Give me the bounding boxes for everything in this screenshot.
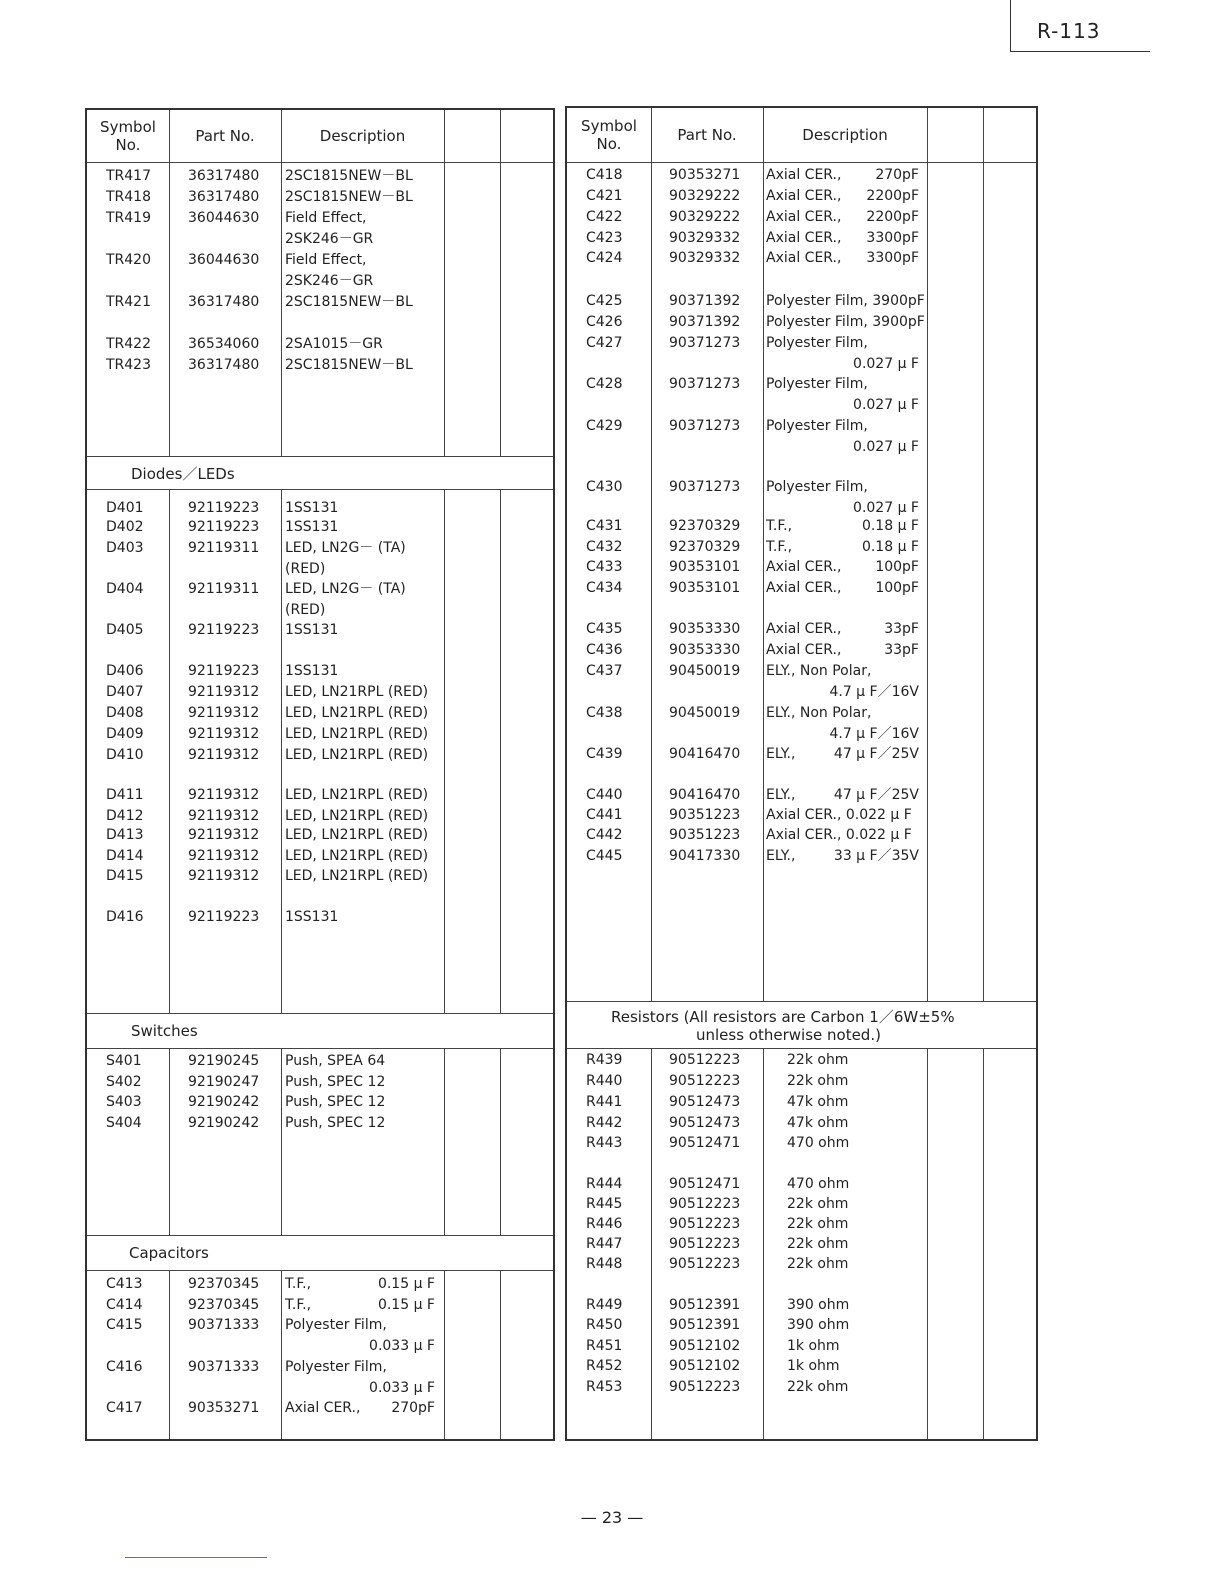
symbol-cell: S401: [106, 1053, 142, 1069]
part-number-cell: 36044630: [188, 210, 260, 226]
value-cell: 270pF: [875, 167, 919, 183]
description-cell: LED, LN2G－ (TA): [285, 540, 406, 556]
symbol-cell: C427: [586, 335, 623, 351]
part-number-cell: 90512223: [669, 1379, 741, 1395]
symbol-cell: C445: [586, 848, 623, 864]
part-number-cell: 90512473: [669, 1115, 741, 1131]
part-number-cell: 90512473: [669, 1094, 741, 1110]
part-number-cell: 90353101: [669, 580, 741, 596]
description-cell: Polyester Film,: [766, 479, 868, 495]
value-cell: 0.18 μ F: [861, 539, 919, 555]
symbol-cell: TR418: [106, 189, 152, 205]
symbol-cell: D413: [106, 827, 144, 843]
symbol-cell: C422: [586, 209, 623, 225]
part-number-cell: 90329332: [669, 250, 741, 266]
value-cell-line2: 4.7 μ F／16V: [829, 726, 919, 742]
symbol-cell: D415: [106, 868, 144, 884]
part-number-cell: 90416470: [669, 787, 741, 803]
symbol-cell: D401: [106, 500, 144, 516]
description-cell: Axial CER.,: [766, 230, 842, 246]
part-number-cell: 90512102: [669, 1338, 741, 1354]
symbol-cell: S404: [106, 1115, 142, 1131]
part-number-cell: 90512102: [669, 1358, 741, 1374]
symbol-cell: R446: [586, 1216, 623, 1232]
symbol-cell: C414: [106, 1297, 143, 1313]
part-number-cell: 90512223: [669, 1236, 741, 1252]
description-cell: Polyester Film,: [766, 376, 868, 392]
value-cell: 47 μ F／25V: [833, 746, 919, 762]
symbol-cell: R451: [586, 1338, 623, 1354]
value-cell: 100pF: [875, 580, 919, 596]
description-cell: ELY.,: [766, 848, 796, 864]
symbol-cell: TR423: [106, 357, 152, 373]
description-cell: LED, LN21RPL (RED): [285, 848, 429, 864]
description-cell: 2SC1815NEW－BL: [285, 189, 413, 205]
capacitors-section-band: [87, 1235, 553, 1271]
description-cell-line2: 2SK246－GR: [285, 231, 374, 247]
header-description: Description: [319, 127, 406, 145]
right-parts-table: [565, 106, 1038, 1441]
header-symbol: Symbol No.: [581, 117, 637, 153]
part-number-cell: 90416470: [669, 746, 741, 762]
symbol-cell: TR421: [106, 294, 152, 310]
description-cell: 47k ohm: [787, 1094, 849, 1110]
resistors-section-band: [567, 1001, 1036, 1049]
description-cell: T.F.,: [285, 1276, 312, 1292]
description-cell: T.F.,: [766, 539, 793, 555]
value-cell: 0.15 μ F: [377, 1276, 435, 1292]
part-number-cell: 92119312: [188, 705, 260, 721]
description-cell: LED, LN21RPL (RED): [285, 808, 429, 824]
symbol-cell: D403: [106, 540, 144, 556]
part-number-cell: 90371273: [669, 418, 741, 434]
part-number-cell: 90512471: [669, 1135, 741, 1151]
description-cell: 470 ohm: [787, 1135, 850, 1151]
description-cell: Push, SPEC 12: [285, 1074, 386, 1090]
symbol-cell: C413: [106, 1276, 143, 1292]
part-number-cell: 92119312: [188, 848, 260, 864]
part-number-cell: 90353330: [669, 642, 741, 658]
part-number-cell: 92190247: [188, 1074, 260, 1090]
symbol-cell: C442: [586, 827, 623, 843]
description-cell: 1SS131: [285, 519, 339, 535]
header-part: Part No.: [195, 127, 255, 145]
part-number-cell: 36317480: [188, 168, 260, 184]
part-number-cell: 92119223: [188, 622, 260, 638]
part-number-cell: 90371333: [188, 1317, 260, 1333]
column-divider: [983, 108, 984, 1439]
part-number-cell: 90417330: [669, 848, 741, 864]
header-divider: [87, 162, 553, 163]
part-number-cell: 90371392: [669, 314, 741, 330]
description-cell: T.F.,: [766, 518, 793, 534]
description-cell: 390 ohm: [787, 1317, 850, 1333]
part-number-cell: 92119312: [188, 827, 260, 843]
description-cell: 22k ohm: [787, 1216, 849, 1232]
part-number-cell: 92119312: [188, 747, 260, 763]
page-id-box: [1010, 0, 1150, 52]
symbol-cell: D416: [106, 909, 144, 925]
part-number-cell: 36044630: [188, 252, 260, 268]
symbol-cell: C418: [586, 167, 623, 183]
symbol-cell: TR417: [106, 168, 152, 184]
switches-section-band: [87, 1013, 553, 1049]
diodes-section-band: [87, 456, 553, 490]
part-number-cell: 90512471: [669, 1176, 741, 1192]
symbol-cell: C431: [586, 518, 623, 534]
description-cell: ELY., Non Polar,: [766, 663, 872, 679]
part-number-cell: 92119312: [188, 808, 260, 824]
part-number-cell: 36317480: [188, 189, 260, 205]
column-divider: [763, 108, 764, 1439]
value-cell: 2200pF: [866, 209, 919, 225]
part-number-cell: 90512223: [669, 1216, 741, 1232]
description-cell: LED, LN21RPL (RED): [285, 868, 429, 884]
description-cell: Polyester Film,: [285, 1317, 387, 1333]
symbol-cell: R439: [586, 1052, 623, 1068]
part-number-cell: 90512223: [669, 1256, 741, 1272]
value-cell: 0.18 μ F: [861, 518, 919, 534]
description-cell: Axial CER.,: [766, 167, 842, 183]
description-cell: Axial CER.,: [766, 209, 842, 225]
part-number-cell: 90450019: [669, 663, 741, 679]
description-cell: Axial CER.,: [766, 580, 842, 596]
symbol-cell: C417: [106, 1400, 143, 1416]
resistors-section-title: Resistors (All resistors are Carbon 1／6W±5%: [611, 1008, 955, 1026]
description-cell: Axial CER.,: [766, 621, 842, 637]
symbol-cell: D407: [106, 684, 144, 700]
symbol-cell: C438: [586, 705, 623, 721]
part-number-cell: 36317480: [188, 294, 260, 310]
description-cell: 1k ohm: [787, 1338, 840, 1354]
description-cell: LED, LN21RPL (RED): [285, 787, 429, 803]
left-parts-table: [85, 108, 555, 1441]
resistors-section-subtitle: unless otherwise noted.): [696, 1026, 881, 1044]
value-cell: 0.15 μ F: [377, 1297, 435, 1313]
part-number-cell: 90512391: [669, 1317, 741, 1333]
symbol-cell: D411: [106, 787, 144, 803]
part-number-cell: 92370345: [188, 1297, 260, 1313]
description-cell: Push, SPEC 12: [285, 1094, 386, 1110]
symbol-cell: C429: [586, 418, 623, 434]
symbol-cell: C433: [586, 559, 623, 575]
description-cell: 390 ohm: [787, 1297, 850, 1313]
symbol-cell: R453: [586, 1379, 623, 1395]
description-cell: 1k ohm: [787, 1358, 840, 1374]
symbol-cell: C428: [586, 376, 623, 392]
symbol-cell: TR419: [106, 210, 152, 226]
value-cell-line2: 0.033 μ F: [369, 1380, 435, 1396]
description-cell: 470 ohm: [787, 1176, 850, 1192]
part-number-cell: 90512223: [669, 1052, 741, 1068]
column-divider: [927, 108, 928, 1439]
part-number-cell: 90450019: [669, 705, 741, 721]
description-cell: LED, LN21RPL (RED): [285, 705, 429, 721]
decorative-rule: [125, 1557, 267, 1558]
symbol-cell: C424: [586, 250, 623, 266]
description-cell: Axial CER.,: [285, 1400, 361, 1416]
description-cell: 22k ohm: [787, 1379, 849, 1395]
description-cell: 22k ohm: [787, 1073, 849, 1089]
description-cell: LED, LN21RPL (RED): [285, 827, 429, 843]
symbol-cell: S402: [106, 1074, 142, 1090]
description-cell: ELY.,: [766, 787, 796, 803]
symbol-cell: C415: [106, 1317, 143, 1333]
symbol-cell: C432: [586, 539, 623, 555]
symbol-cell: R450: [586, 1317, 623, 1333]
part-number-cell: 92119311: [188, 581, 260, 597]
part-number-cell: 36317480: [188, 357, 260, 373]
value-cell-line2: 0.027 μ F: [853, 439, 919, 455]
description-cell: Axial CER., 0.022 μ F: [766, 827, 912, 843]
description-cell: LED, LN21RPL (RED): [285, 684, 429, 700]
description-cell: Polyester Film, 3900pF: [766, 314, 925, 330]
description-cell: Field Effect,: [285, 210, 367, 226]
part-number-cell: 92119312: [188, 868, 260, 884]
symbol-cell: C439: [586, 746, 623, 762]
part-number-cell: 36534060: [188, 336, 260, 352]
part-number-cell: 90329222: [669, 188, 741, 204]
part-number-cell: 90371273: [669, 479, 741, 495]
value-cell: 47 μ F／25V: [833, 787, 919, 803]
value-cell: 3300pF: [866, 250, 919, 266]
value-cell: 270pF: [391, 1400, 435, 1416]
description-cell: Axial CER., 0.022 μ F: [766, 807, 912, 823]
part-number-cell: 90353330: [669, 621, 741, 637]
description-cell: Axial CER.,: [766, 642, 842, 658]
part-number-cell: 92370329: [669, 518, 741, 534]
symbol-cell: C423: [586, 230, 623, 246]
symbol-cell: C435: [586, 621, 623, 637]
value-cell: 33pF: [884, 642, 919, 658]
symbol-cell: C416: [106, 1359, 143, 1375]
description-cell: 1SS131: [285, 500, 339, 516]
symbol-cell: C441: [586, 807, 623, 823]
part-number-cell: 92119312: [188, 787, 260, 803]
description-cell: Push, SPEA 64: [285, 1053, 386, 1069]
part-number-cell: 92119311: [188, 540, 260, 556]
value-cell-line2: 0.027 μ F: [853, 356, 919, 372]
description-cell: 47k ohm: [787, 1115, 849, 1131]
page-number: — 23 —: [580, 1508, 644, 1527]
part-number-cell: 92119312: [188, 726, 260, 742]
part-number-cell: 90329222: [669, 209, 741, 225]
switches-section-title: Switches: [131, 1022, 198, 1040]
symbol-cell: R441: [586, 1094, 623, 1110]
description-cell: ELY.,: [766, 746, 796, 762]
value-cell-line2: 0.027 μ F: [853, 397, 919, 413]
symbol-cell: C440: [586, 787, 623, 803]
header-divider: [567, 162, 1036, 163]
description-cell: LED, LN21RPL (RED): [285, 726, 429, 742]
part-number-cell: 92190245: [188, 1053, 260, 1069]
description-cell-line2: (RED): [285, 602, 326, 618]
symbol-cell: D405: [106, 622, 144, 638]
description-cell: Push, SPEC 12: [285, 1115, 386, 1131]
part-number-cell: 90353271: [188, 1400, 260, 1416]
description-cell: Polyester Film, 3900pF: [766, 293, 925, 309]
symbol-cell: D404: [106, 581, 144, 597]
symbol-cell: C434: [586, 580, 623, 596]
description-cell: T.F.,: [285, 1297, 312, 1313]
value-cell: 3300pF: [866, 230, 919, 246]
description-cell: 2SA1015－GR: [285, 336, 383, 352]
symbol-cell: R452: [586, 1358, 623, 1374]
symbol-cell: R445: [586, 1196, 623, 1212]
symbol-cell: D410: [106, 747, 144, 763]
capacitors-section-title: Capacitors: [129, 1244, 209, 1262]
symbol-cell: C421: [586, 188, 623, 204]
value-cell: 33pF: [884, 621, 919, 637]
part-number-cell: 92119223: [188, 500, 260, 516]
value-cell: 33 μ F／35V: [833, 848, 919, 864]
part-number-cell: 90353101: [669, 559, 741, 575]
value-cell: 2200pF: [866, 188, 919, 204]
value-cell-line2: 0.027 μ F: [853, 500, 919, 516]
symbol-cell: R443: [586, 1135, 623, 1151]
symbol-cell: R444: [586, 1176, 623, 1192]
symbol-cell: D402: [106, 519, 144, 535]
symbol-cell: D409: [106, 726, 144, 742]
description-cell: ELY., Non Polar,: [766, 705, 872, 721]
part-number-cell: 90351223: [669, 827, 741, 843]
symbol-cell: C437: [586, 663, 623, 679]
part-number-cell: 92190242: [188, 1115, 260, 1131]
description-cell: 2SC1815NEW－BL: [285, 168, 413, 184]
symbol-cell: C436: [586, 642, 623, 658]
header-part: Part No.: [677, 126, 737, 144]
part-number-cell: 92370345: [188, 1276, 260, 1292]
value-cell-line2: 0.033 μ F: [369, 1338, 435, 1354]
part-number-cell: 92119223: [188, 519, 260, 535]
description-cell: 22k ohm: [787, 1236, 849, 1252]
header-description: Description: [802, 126, 888, 144]
symbol-cell: R448: [586, 1256, 623, 1272]
description-cell-line2: 2SK246－GR: [285, 273, 374, 289]
description-cell: Axial CER.,: [766, 559, 842, 575]
symbol-cell: R449: [586, 1297, 623, 1313]
description-cell: 22k ohm: [787, 1256, 849, 1272]
symbol-cell: C430: [586, 479, 623, 495]
header-symbol: Symbol No.: [100, 118, 156, 154]
value-cell-line2: 4.7 μ F／16V: [829, 684, 919, 700]
description-cell: 1SS131: [285, 909, 339, 925]
part-number-cell: 90371273: [669, 376, 741, 392]
part-number-cell: 90351223: [669, 807, 741, 823]
symbol-cell: S403: [106, 1094, 142, 1110]
part-number-cell: 90329332: [669, 230, 741, 246]
page-id: R-113: [1037, 19, 1101, 43]
description-cell: Polyester Film,: [285, 1359, 387, 1375]
description-cell: Field Effect,: [285, 252, 367, 268]
diodes-section-title: Diodes／LEDs: [131, 465, 235, 483]
description-cell: Axial CER.,: [766, 188, 842, 204]
description-cell: 22k ohm: [787, 1052, 849, 1068]
description-cell: Polyester Film,: [766, 335, 868, 351]
part-number-cell: 90353271: [669, 167, 741, 183]
symbol-cell: D406: [106, 663, 144, 679]
symbol-cell: TR420: [106, 252, 152, 268]
part-number-cell: 92370329: [669, 539, 741, 555]
part-number-cell: 90371333: [188, 1359, 260, 1375]
description-cell: LED, LN2G－ (TA): [285, 581, 406, 597]
description-cell: 2SC1815NEW－BL: [285, 357, 413, 373]
part-number-cell: 90512223: [669, 1073, 741, 1089]
part-number-cell: 92119223: [188, 909, 260, 925]
symbol-cell: D408: [106, 705, 144, 721]
part-number-cell: 90512223: [669, 1196, 741, 1212]
part-number-cell: 90371273: [669, 335, 741, 351]
symbol-cell: D412: [106, 808, 144, 824]
part-number-cell: 92190242: [188, 1094, 260, 1110]
description-cell: 1SS131: [285, 663, 339, 679]
description-cell: LED, LN21RPL (RED): [285, 747, 429, 763]
part-number-cell: 90512391: [669, 1297, 741, 1313]
part-number-cell: 92119223: [188, 663, 260, 679]
symbol-cell: C426: [586, 314, 623, 330]
value-cell: 100pF: [875, 559, 919, 575]
symbol-cell: D414: [106, 848, 144, 864]
symbol-cell: C425: [586, 293, 623, 309]
part-number-cell: 90371392: [669, 293, 741, 309]
description-cell: 2SC1815NEW－BL: [285, 294, 413, 310]
symbol-cell: R442: [586, 1115, 623, 1131]
symbol-cell: TR422: [106, 336, 152, 352]
column-divider: [651, 108, 652, 1439]
description-cell: Axial CER.,: [766, 250, 842, 266]
description-cell: 1SS131: [285, 622, 339, 638]
part-number-cell: 92119312: [188, 684, 260, 700]
symbol-cell: R447: [586, 1236, 623, 1252]
description-cell: Polyester Film,: [766, 418, 868, 434]
description-cell-line2: (RED): [285, 561, 326, 577]
description-cell: 22k ohm: [787, 1196, 849, 1212]
symbol-cell: R440: [586, 1073, 623, 1089]
